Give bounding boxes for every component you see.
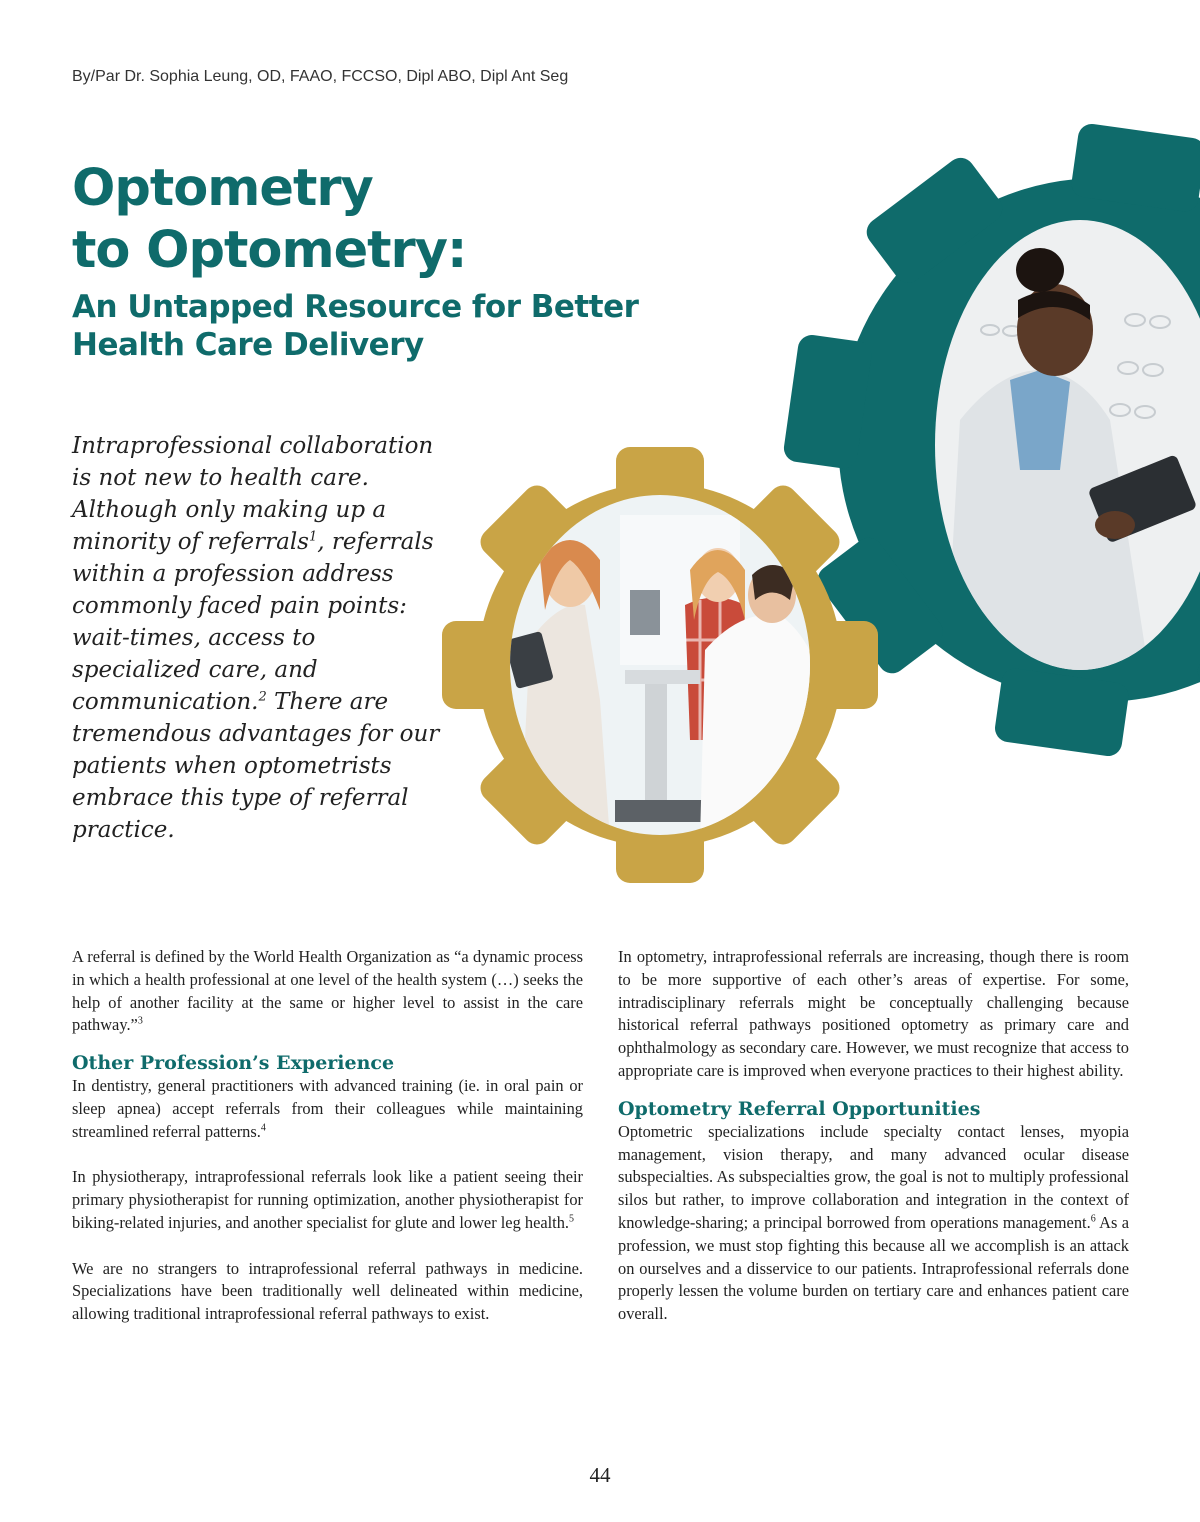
intro-ref-2: 2 — [258, 689, 267, 705]
ref-3: 3 — [137, 1015, 143, 1027]
intro-ref-1: 1 — [309, 529, 318, 545]
title-line-1: Optometry — [72, 159, 373, 218]
right-paragraph-2 — [618, 1121, 1129, 1326]
left-column — [72, 946, 583, 1326]
ref-4: 4 — [260, 1122, 266, 1134]
left-paragraph-4: We are no strangers to intraprofessional referral pathways in medicine. Specializations have been traditionally well delineated within medicine, allowing traditional intraprofessional referral pathways to exist. — [72, 1258, 583, 1324]
ref-6: 6 — [1090, 1213, 1096, 1225]
right-paragraph-1: In optometry, intraprofessional referrals are increasing, though there is room to be more supportive of each other’s areas of expertise. For some, intradisciplinary referrals might be conceptually challenging because historical referral pathways positioned optometry as primary care and ophthalmology as secondary care. However, we must recognize that access to appropriate care is improved when everyone practices to their highest ability. — [618, 947, 1129, 1080]
intro-text-1: Intraprofessional collaboration is not new to health care. Although only making up a minority of referrals — [72, 433, 434, 555]
left-paragraph-1 — [72, 946, 583, 1037]
left-p1-text: A referral is defined by the World Health Organization as “a dynamic process in which a health professional at one level of the health system (…) seeks the help of another facility at the same or higher level to assist in the care pathway.” — [72, 947, 583, 1035]
right-column — [618, 946, 1129, 1326]
right-p2-text-b: As a profession, we must stop fighting this because all we accomplish is an attack on ourselves and a disservice to our patients. Intraprofessional referrals done properly lessen the volume burden on tertiary care and enhances patient care overall. — [618, 1212, 1129, 1324]
gear-tooth — [818, 621, 878, 709]
left-p2-text: In dentistry, general practitioners with advanced training (ie. in oral pain or sleep apnea) accept referrals from their colleagues while maintaining streamlined referral patterns. — [72, 1076, 583, 1141]
subtitle-line-2: Health Care Delivery — [72, 327, 424, 363]
gear-tooth — [442, 621, 502, 709]
intro-text-2: , referrals within a profession address commonly faced pain points: wait-times, access to specialized care, and communication. — [72, 529, 434, 715]
left-paragraph-2 — [72, 1075, 583, 1143]
byline: By/Par Dr. Sophia Leung, OD, FAAO, FCCSO, Dipl ABO, Dipl Ant Seg — [72, 68, 569, 85]
ref-5: 5 — [569, 1213, 575, 1225]
left-p3-text: In physiotherapy, intraprofessional referrals look like a patient seeing their primary physiotherapist for running optimization, another physiotherapist for biking-related injuries, and another specialist for glute and lower leg health. — [72, 1167, 583, 1232]
intro-text-3: There are tremendous advantages for our patients when optometrists embrace this type of referral practice. — [72, 689, 440, 843]
heading-other-professions: Other Profession’s Experience — [72, 1052, 395, 1075]
title-line-2: to Optometry: — [72, 221, 467, 280]
left-paragraph-3 — [72, 1166, 583, 1234]
page-number: 44 — [589, 1463, 611, 1487]
heading-optometry-referral-opportunities: Optometry Referral Opportunities — [618, 1097, 981, 1120]
right-p2-text-a: Optometric specializations include specialty contact lenses, myopia management, vision therapy, and many advanced ocular disease subspecialties. As subspecialties grow, the goal is not to multiply professional silos but rather, to improve collaboration and integration in the context of knowledge-sharing; a principal borrowed from operations management. — [618, 1121, 1129, 1232]
subtitle-line-1: An Untapped Resource for Better — [72, 289, 639, 325]
